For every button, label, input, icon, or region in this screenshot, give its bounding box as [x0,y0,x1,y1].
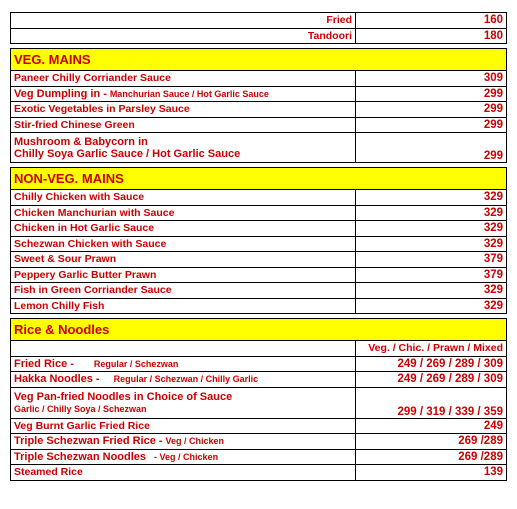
menu-row [11,418,507,434]
section-header-rice-noodles [11,319,507,341]
item-note: Garlic / Chilly Soya / Schezwan [14,403,147,414]
item-name: Steamed Rice [11,465,356,481]
item-name-cell [11,356,356,372]
menu-row [11,449,507,465]
item-name-cell [11,449,356,465]
menu-row [11,252,507,268]
item-name-cell [11,133,356,163]
item-note: Veg / Chicken [165,436,224,447]
item-price: 249 / 269 / 289 / 309 [356,372,507,388]
item-name-cell [11,434,356,450]
item-price: 269 /289 [356,449,507,465]
menu-row [11,356,507,372]
menu-row [11,28,507,44]
item-price: 329 [356,190,507,206]
item-price: 299 / 319 / 339 / 359 [356,387,507,418]
section-header-nonveg-mains [11,168,507,190]
item-name-cell [11,86,356,102]
item-name: Paneer Chilly Corriander Sauce [11,71,356,87]
section-title: VEG. MAINS [11,49,356,71]
menu-row [11,71,507,87]
section-title: NON-VEG. MAINS [11,168,356,190]
item-name: Veg Dumpling in - [14,87,107,100]
item-name: Fish in Green Corriander Sauce [11,283,356,299]
item-price: 329 [356,221,507,237]
menu-row [11,102,507,118]
item-name: Peppery Garlic Butter Prawn [11,267,356,283]
item-price: 329 [356,236,507,252]
menu-row [11,221,507,237]
item-name: Fried [11,13,356,29]
item-price: 269 /289 [356,434,507,450]
column-header-row [11,341,507,357]
menu-row [11,372,507,388]
item-note: Manchurian Sauce / Hot Garlic Sauce [109,88,269,99]
menu-row [11,283,507,299]
item-price: 329 [356,298,507,314]
item-price: 180 [356,28,507,44]
item-price: 379 [356,267,507,283]
menu-row [11,267,507,283]
item-price: 160 [356,13,507,29]
price-column-header: Veg. / Chic. / Prawn / Mixed [356,341,507,357]
item-name: Veg Burnt Garlic Fried Rice [11,418,356,434]
item-name: Lemon Chilly Fish [11,298,356,314]
item-name-line1: Mushroom & Babycorn in [14,135,148,148]
item-name: Schezwan Chicken with Sauce [11,236,356,252]
item-note: - Veg / Chicken [154,451,219,462]
menu-row [11,13,507,29]
item-name: Chilly Chicken with Sauce [11,190,356,206]
item-note: Regular / Schezwan [93,358,179,369]
menu-row [11,465,507,481]
item-name: Hakka Noodles - [14,373,100,386]
item-name-line2: Chilly Soya Garlic Sauce / Hot Garlic Sauce [14,147,241,160]
item-price: 299 [356,86,507,102]
item-name-line1: Veg Pan-fried Noodles in Choice of Sauce [14,390,233,403]
menu-row [11,434,507,450]
item-price: 249 / 269 / 289 / 309 [356,356,507,372]
menu-row [11,117,507,133]
item-name: Sweet & Sour Prawn [11,252,356,268]
item-name: Stir-fried Chinese Green [11,117,356,133]
item-price: 139 [356,465,507,481]
item-name: Triple Schezwan Noodles [14,450,147,463]
item-name: Tandoori [11,28,356,44]
item-price: 329 [356,205,507,221]
menu-row [11,236,507,252]
section-title: Rice & Noodles [11,319,356,341]
item-price: 379 [356,252,507,268]
menu-row [11,133,507,163]
item-name-cell [11,372,356,388]
menu-row [11,387,507,418]
item-price: 309 [356,71,507,87]
item-name: Exotic Vegetables in Parsley Sauce [11,102,356,118]
menu-row [11,298,507,314]
menu-row [11,86,507,102]
menu-table [10,12,507,481]
item-name-cell [11,387,356,418]
item-price: 329 [356,283,507,299]
menu-row [11,190,507,206]
section-header-veg-mains [11,49,507,71]
item-name: Chicken Manchurian with Sauce [11,205,356,221]
item-name: Chicken in Hot Garlic Sauce [11,221,356,237]
item-name: Triple Schezwan Fried Rice - [14,435,163,448]
item-price: 249 [356,418,507,434]
item-price: 299 [356,102,507,118]
item-name: Fried Rice - [14,357,74,370]
menu-row [11,205,507,221]
item-note: Regular / Schezwan / Chilly Garlic [113,374,259,385]
item-price: 299 [356,133,507,163]
item-price: 299 [356,117,507,133]
